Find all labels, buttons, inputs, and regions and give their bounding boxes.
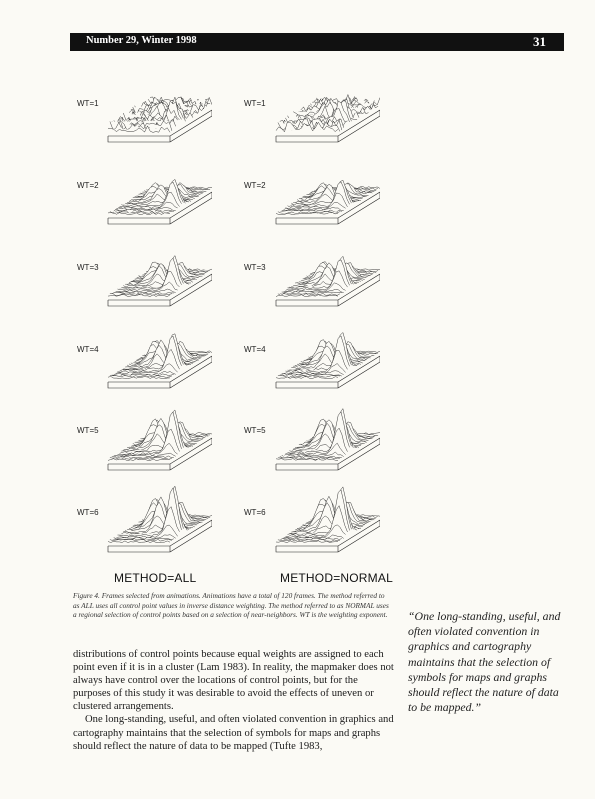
- surface-plot-image: [268, 480, 380, 558]
- panel-label: WT=3: [77, 263, 99, 272]
- panel-label: WT=4: [77, 345, 99, 354]
- wireframe: [276, 409, 380, 470]
- wireframe: [276, 256, 380, 306]
- wireframe: [108, 334, 212, 388]
- panel-label: WT=6: [77, 508, 99, 517]
- wireframe: [276, 95, 380, 143]
- surface-plot-image: [100, 152, 212, 230]
- wireframe: [276, 487, 380, 552]
- surface-plot-image: [100, 316, 212, 394]
- wireframe: [108, 97, 212, 142]
- panel-label: WT=2: [244, 181, 266, 190]
- surface-plot-image: [100, 70, 212, 148]
- panel-label: WT=4: [244, 345, 266, 354]
- surface-plot-image: [100, 480, 212, 558]
- wireframe: [108, 179, 212, 224]
- paragraph: One long-standing, useful, and often violated convention in graphics and cartography maintains that the selection of symbols for maps and graphs should reflect the nature of data to be mapped (Tufte 1983,: [73, 714, 394, 752]
- body-text: [73, 648, 395, 753]
- surface-plot-image: [100, 234, 212, 312]
- issue-label: Number 29, Winter 1998: [86, 35, 197, 46]
- page-number: 31: [533, 34, 546, 49]
- panel-label: WT=5: [244, 426, 266, 435]
- surface-plot-image: [268, 398, 380, 476]
- mesh-line: [110, 211, 172, 213]
- running-header: [70, 33, 564, 51]
- surface-plot-image: [268, 70, 380, 148]
- panel-label: WT=5: [77, 426, 99, 435]
- pull-quote: “One long-standing, useful, and often violated convention in graphics and cartography maintains that the selection of symbols for maps and graphs should reflect the nature of data to be mapped.”: [408, 609, 561, 715]
- mesh-line: [110, 539, 172, 541]
- surface-plot-image: [268, 316, 380, 394]
- paragraph: distributions of control points because equal weights are assigned to each point even if it is in a cluster (Lam 1983). In reality, the mapmaker does not always have control over the locations of control points, but for the purposes of this study it was desirable to avoid the effects of uneven or clustered arrangements.: [73, 649, 394, 713]
- panel-label: WT=3: [244, 263, 266, 272]
- wireframe: [108, 410, 212, 470]
- method-all-label: METHOD=ALL: [114, 571, 197, 585]
- wireframe: [276, 180, 380, 224]
- surface-plot-image: [268, 152, 380, 230]
- mesh-line: [278, 293, 340, 295]
- panel-label: WT=2: [77, 181, 99, 190]
- method-normal-label: METHOD=NORMAL: [280, 571, 393, 585]
- mesh-line: [108, 377, 170, 379]
- wireframe: [108, 486, 212, 552]
- surface-plot-image: [268, 234, 380, 312]
- panel-label: WT=6: [244, 508, 266, 517]
- mesh-line: [276, 377, 338, 379]
- figure-caption: Figure 4. Frames selected from animations. Animations have a total of 120 frames. The method referred to as ALL uses all control point values in inverse distance weighting. The method referred to as NORMAL uses a regional selection of control points based on a selection of near-neighbors. WT is the weighting exponent.: [73, 591, 389, 620]
- wireframe: [108, 256, 212, 306]
- wireframe: [276, 333, 380, 389]
- panel-label: WT=1: [244, 99, 266, 108]
- panel-label: WT=1: [77, 99, 99, 108]
- surface-plot-image: [100, 398, 212, 476]
